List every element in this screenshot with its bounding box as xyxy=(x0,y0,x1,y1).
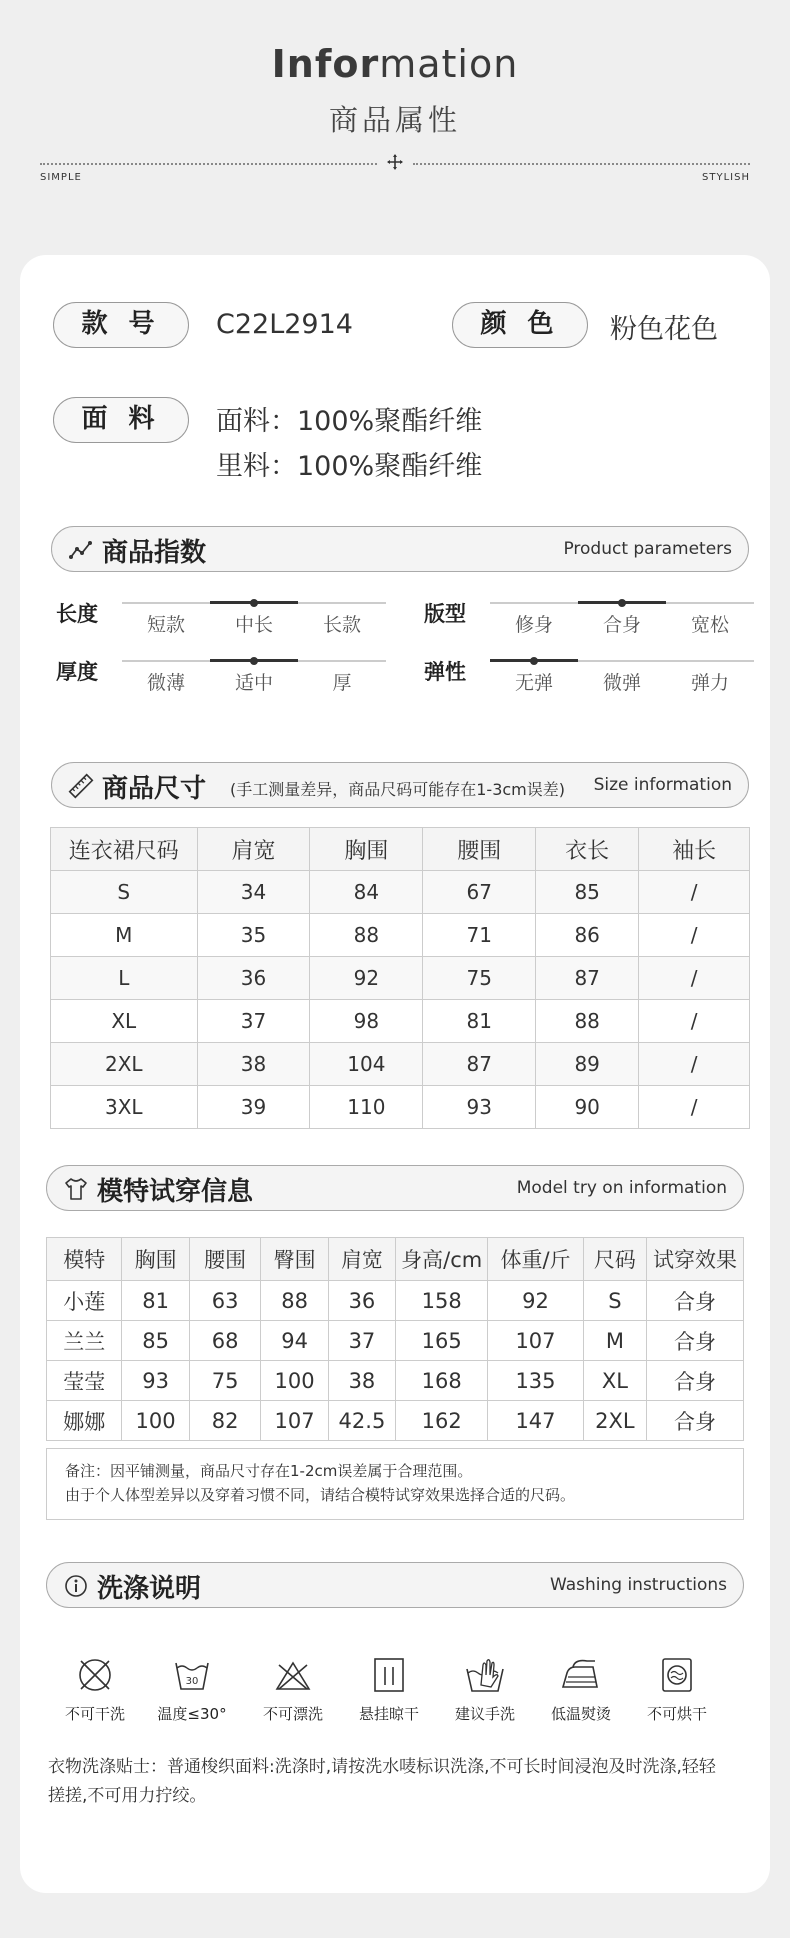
header-title: Information xyxy=(271,42,519,86)
model-header-row xyxy=(47,1238,744,1281)
index-option: 厚 xyxy=(332,672,352,694)
wash-label: 不可干洗 xyxy=(64,1705,125,1723)
fabric-lining: 里料：100%聚酯纤维 xyxy=(216,451,483,482)
size-cell: 90 xyxy=(536,1086,639,1129)
model-remark xyxy=(46,1448,744,1520)
index-label: 厚度 xyxy=(56,660,98,684)
size-cell: 35 xyxy=(197,914,310,957)
color-label: 颜 色 xyxy=(452,302,588,348)
size-row xyxy=(51,1043,750,1086)
model-cell: 36 xyxy=(328,1281,395,1321)
section-product-index xyxy=(51,526,749,572)
model-cell: 100 xyxy=(261,1361,328,1401)
trend-chart-icon xyxy=(68,537,94,563)
index-marker-dot xyxy=(618,599,626,607)
size-cell: L xyxy=(51,957,198,1000)
model-table xyxy=(46,1237,744,1441)
model-cell: 合身 xyxy=(647,1401,744,1441)
size-cell: 71 xyxy=(423,914,536,957)
index-label: 弹性 xyxy=(424,660,466,684)
wash-label: 温度≤30° xyxy=(157,1705,227,1723)
model-cell: 38 xyxy=(328,1361,395,1401)
wash-temp-mark: 30 xyxy=(185,1676,199,1687)
section-model xyxy=(46,1165,744,1211)
index-option: 弹力 xyxy=(690,672,729,694)
size-header-cell: 衣长 xyxy=(536,828,639,871)
wash-item-hang-dry xyxy=(344,1655,434,1724)
size-table xyxy=(50,827,750,1129)
model-cell: S xyxy=(583,1281,646,1321)
model-cell: 42.5 xyxy=(328,1401,395,1441)
size-cell: 87 xyxy=(536,957,639,1000)
size-cell: 85 xyxy=(536,871,639,914)
no-tumble-dry-icon xyxy=(657,1655,697,1695)
fabric-outer: 面料：100%聚酯纤维 xyxy=(216,406,483,437)
model-header-cell: 体重/斤 xyxy=(488,1238,583,1281)
size-cell: / xyxy=(639,1086,750,1129)
divider-right xyxy=(413,163,750,165)
wash-label: 低温熨烫 xyxy=(550,1705,611,1723)
model-cell: 小莲 xyxy=(47,1281,122,1321)
model-cell: XL xyxy=(583,1361,646,1401)
model-cell: 92 xyxy=(488,1281,583,1321)
size-cell: 92 xyxy=(310,957,423,1000)
size-header-cell: 肩宽 xyxy=(197,828,310,871)
size-cell: M xyxy=(51,914,198,957)
size-cell: 98 xyxy=(310,1000,423,1043)
size-cell: 88 xyxy=(310,914,423,957)
model-cell: 147 xyxy=(488,1401,583,1441)
size-cell: / xyxy=(639,914,750,957)
wash-label: 建议手洗 xyxy=(454,1705,515,1723)
size-row xyxy=(51,957,750,1000)
wash-item-no-dry-clean xyxy=(50,1655,140,1724)
model-cell: 165 xyxy=(396,1321,488,1361)
size-header-cell: 连衣裙尺码 xyxy=(51,828,198,871)
size-cell: 87 xyxy=(423,1043,536,1086)
size-cell: / xyxy=(639,1043,750,1086)
size-header-cell: 袖长 xyxy=(639,828,750,871)
model-cell: 82 xyxy=(189,1401,261,1441)
model-cell: 168 xyxy=(396,1361,488,1401)
model-row xyxy=(47,1361,744,1401)
size-cell: 81 xyxy=(423,1000,536,1043)
model-cell: 158 xyxy=(396,1281,488,1321)
size-cell: 75 xyxy=(423,957,536,1000)
size-header-cell: 腰围 xyxy=(423,828,536,871)
size-cell: 93 xyxy=(423,1086,536,1129)
size-cell: S xyxy=(51,871,198,914)
section-title: 商品尺寸 xyxy=(102,774,207,804)
index-option: 合身 xyxy=(602,614,641,636)
model-row xyxy=(47,1281,744,1321)
index-marker-dot xyxy=(250,599,258,607)
info-icon xyxy=(63,1573,89,1599)
size-cell: 104 xyxy=(310,1043,423,1086)
size-row xyxy=(51,1000,750,1043)
section-title: 洗涤说明 xyxy=(97,1574,202,1604)
wash-item-no-bleach xyxy=(248,1655,338,1724)
tag-simple: SIMPLE xyxy=(40,172,82,183)
wash-tips xyxy=(48,1753,760,1811)
wash-item-temp xyxy=(147,1655,237,1724)
low-iron-icon xyxy=(559,1655,603,1695)
model-cell: 合身 xyxy=(647,1281,744,1321)
size-cell: 39 xyxy=(197,1086,310,1129)
color-value: 粉色花色 xyxy=(610,314,718,345)
index-option: 适中 xyxy=(234,672,273,694)
size-header-cell: 胸围 xyxy=(310,828,423,871)
wash-30-icon xyxy=(172,1655,212,1695)
model-cell: 100 xyxy=(122,1401,189,1441)
model-cell: 135 xyxy=(488,1361,583,1401)
model-cell: 莹莹 xyxy=(47,1361,122,1401)
size-row xyxy=(51,914,750,957)
model-header-cell: 尺码 xyxy=(583,1238,646,1281)
index-option: 微薄 xyxy=(146,672,185,694)
model-header-cell: 身高/cm xyxy=(396,1238,488,1281)
remark-line-2: 由于个人体型差异以及穿着习惯不同，请结合模特试穿效果选择合适的尺码。 xyxy=(65,1486,576,1504)
size-cell: 34 xyxy=(197,871,310,914)
wash-tips-line-1: 衣物洗涤贴士：普通梭织面料:洗涤时,请按洗水唛标识洗涤,不可长时间浸泡及时洗涤,轻轻 xyxy=(48,1757,716,1777)
wash-item-no-tumble-dry xyxy=(632,1655,722,1724)
style-no-value: C22L2914 xyxy=(216,309,353,340)
model-cell: 合身 xyxy=(647,1361,744,1401)
tshirt-icon xyxy=(63,1176,89,1202)
index-option: 中长 xyxy=(234,614,273,636)
wash-item-hand-wash xyxy=(440,1655,530,1724)
header-subtitle: 商品属性 xyxy=(328,103,461,137)
model-header-cell: 模特 xyxy=(47,1238,122,1281)
model-cell: 93 xyxy=(122,1361,189,1401)
size-cell: 37 xyxy=(197,1000,310,1043)
model-cell: 娜娜 xyxy=(47,1401,122,1441)
crosshair-icon xyxy=(387,154,403,170)
size-cell: / xyxy=(639,871,750,914)
wash-label: 不可漂洗 xyxy=(262,1705,323,1723)
size-cell: 110 xyxy=(310,1086,423,1129)
model-header-cell: 腰围 xyxy=(189,1238,261,1281)
section-title: 商品指数 xyxy=(102,538,207,568)
size-cell: 88 xyxy=(536,1000,639,1043)
size-cell: 86 xyxy=(536,914,639,957)
model-cell: 68 xyxy=(189,1321,261,1361)
model-row xyxy=(47,1401,744,1441)
wash-label: 不可烘干 xyxy=(646,1705,707,1723)
model-cell: 2XL xyxy=(583,1401,646,1441)
index-marker-dot xyxy=(250,657,258,665)
size-header-row xyxy=(51,828,750,871)
size-cell: XL xyxy=(51,1000,198,1043)
wash-label: 悬挂晾干 xyxy=(358,1705,419,1723)
size-row xyxy=(51,871,750,914)
size-cell: / xyxy=(639,1000,750,1043)
section-size xyxy=(51,762,749,808)
index-label: 长度 xyxy=(56,602,98,626)
size-note: (手工测量差异，商品尺码可能存在1-3cm误差) xyxy=(230,780,566,799)
hand-wash-icon xyxy=(463,1655,507,1695)
section-title: 模特试穿信息 xyxy=(97,1177,254,1207)
section-title-en: Model try on information xyxy=(516,1178,727,1198)
section-title-en: Size information xyxy=(593,775,732,795)
index-marker-dot xyxy=(530,657,538,665)
model-cell: 81 xyxy=(122,1281,189,1321)
model-cell: 88 xyxy=(261,1281,328,1321)
model-cell: 162 xyxy=(396,1401,488,1441)
index-option: 修身 xyxy=(514,614,553,636)
model-header-cell: 臀围 xyxy=(261,1238,328,1281)
model-cell: 37 xyxy=(328,1321,395,1361)
model-cell: 75 xyxy=(189,1361,261,1401)
size-cell: 2XL xyxy=(51,1043,198,1086)
wash-item-low-iron xyxy=(536,1655,626,1724)
size-cell: 67 xyxy=(423,871,536,914)
index-option: 微弹 xyxy=(602,672,641,694)
size-cell: 36 xyxy=(197,957,310,1000)
size-cell: 89 xyxy=(536,1043,639,1086)
model-row xyxy=(47,1321,744,1361)
divider-left xyxy=(40,163,377,165)
model-cell: 107 xyxy=(488,1321,583,1361)
model-cell: 合身 xyxy=(647,1321,744,1361)
index-label: 版型 xyxy=(424,602,466,626)
index-option: 宽松 xyxy=(690,614,729,636)
model-cell: M xyxy=(583,1321,646,1361)
size-cell: / xyxy=(639,957,750,1000)
model-header-cell: 肩宽 xyxy=(328,1238,395,1281)
model-header-cell: 试穿效果 xyxy=(647,1238,744,1281)
size-cell: 38 xyxy=(197,1043,310,1086)
model-cell: 兰兰 xyxy=(47,1321,122,1361)
size-cell: 84 xyxy=(310,871,423,914)
ruler-icon xyxy=(68,773,94,799)
size-row xyxy=(51,1086,750,1129)
model-cell: 107 xyxy=(261,1401,328,1441)
section-title-en: Product parameters xyxy=(563,539,732,559)
remark-line-1: 备注：因平铺测量，商品尺寸存在1-2cm误差属于合理范围。 xyxy=(65,1462,473,1480)
size-cell: 3XL xyxy=(51,1086,198,1129)
style-no-label: 款 号 xyxy=(53,302,189,348)
index-option: 短款 xyxy=(146,614,185,636)
tag-stylish: STYLISH xyxy=(702,172,750,183)
no-bleach-icon xyxy=(273,1655,313,1695)
section-wash xyxy=(46,1562,744,1608)
model-cell: 63 xyxy=(189,1281,261,1321)
model-cell: 94 xyxy=(261,1321,328,1361)
index-option: 长款 xyxy=(322,614,361,636)
section-title-en: Washing instructions xyxy=(549,1575,727,1595)
hang-dry-icon xyxy=(369,1655,409,1695)
wash-tips-line-2: 搓搓,不可用力拧绞。 xyxy=(48,1786,207,1806)
model-header-cell: 胸围 xyxy=(122,1238,189,1281)
model-cell: 85 xyxy=(122,1321,189,1361)
fabric-label: 面 料 xyxy=(53,397,189,443)
no-dry-clean-icon xyxy=(75,1655,115,1695)
index-option: 无弹 xyxy=(514,672,553,694)
